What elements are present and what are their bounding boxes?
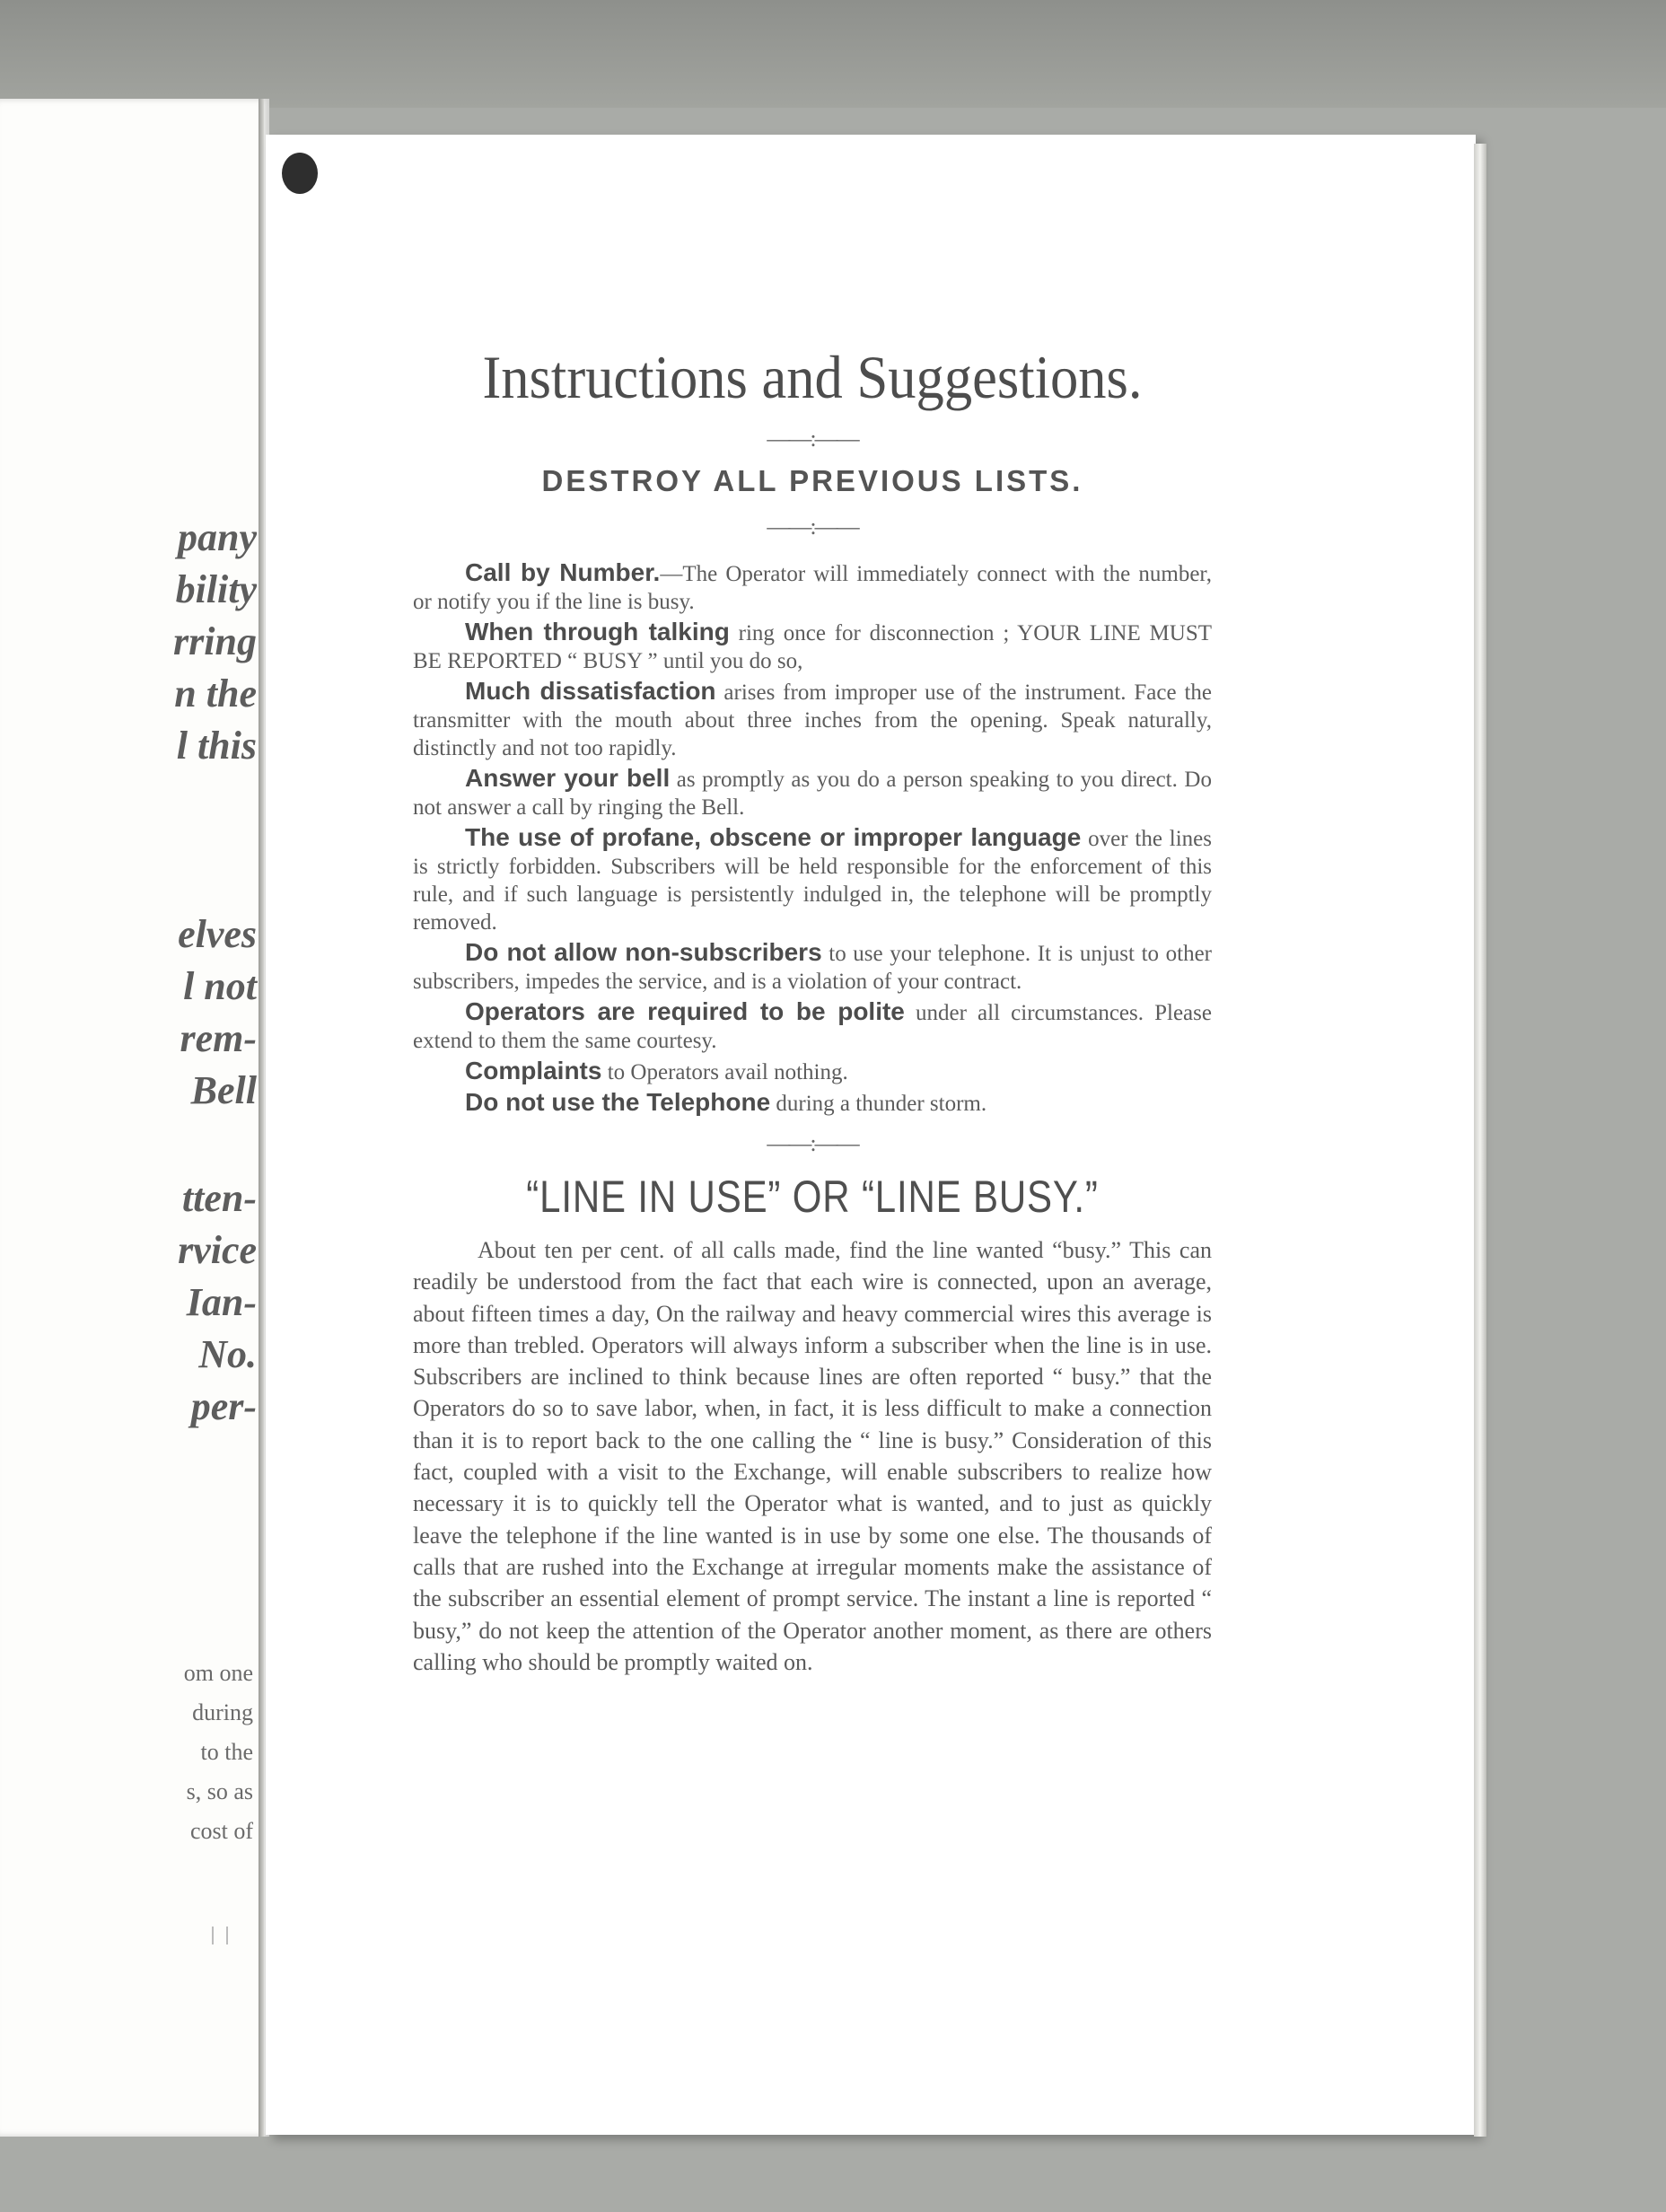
instruction-text: as promptly as you do a person speaking to you direct. Do not answer a call by ringing the Bell. — [413, 768, 1212, 820]
instruction-text: to Operators avail nothing. — [601, 1060, 848, 1084]
subtitle: DESTROY ALL PREVIOUS LISTS. — [541, 464, 1083, 497]
left-italic-fragment: l this — [176, 724, 257, 768]
section-heading: “LINE IN USE” OR “LINE BUSY.” — [526, 1172, 1099, 1222]
instruction-text: ring once for disconnection ; YOUR LINE MUST BE REPORTED “ BUSY ” until you do so, — [413, 621, 1212, 673]
left-plain-fragment: to the — [200, 1739, 253, 1765]
left-italic-fragment: rvice — [178, 1228, 257, 1272]
instruction-text: —The Operator will immediately connect with the number, or notify you if the line is busy. — [413, 562, 1213, 614]
ornamental-rule: ——:—— — [767, 1130, 858, 1156]
left-italic-fragment: bility — [175, 567, 257, 611]
instruction-paragraph — [413, 618, 1212, 675]
instruction-paragraph — [413, 997, 1212, 1055]
left-italic-fragment: No. — [198, 1332, 257, 1376]
left-plain-fragment: om one — [183, 1660, 253, 1686]
instruction-text: to use your telephone. It is unjust to other subscribers, impedes the service, and is a violation of your contract. — [413, 942, 1212, 994]
margin-mark — [212, 1927, 228, 1944]
body-paragraph: About ten per cent. of all calls made, find the line wanted “busy.” This can readily be understood from the fact that each wire is connected, upon an average, about fifteen times a day, On the railway and heavy commercial wires this average is more than trebled. Operators will always inform a subscriber when the line is in use. Subscribers are inclined to think because lines are often reported “ busy.” that the Operators do so to save labor, when, in fact, it is less difficult to make a connection than it is to report back to the one calling the “ line is busy.” Consideration of this fact, coupled with a visit to the Exchange, will enable subscribers to realize how necessary it is to quickly tell the Operator what is wanted, and to just as quickly leave the telephone if the line wanted is in use by some one else. The thousands of calls that are rushed into the Exchange at irregular moments make the assistance of the subscriber an essential element of prompt service. The instant a line is reported “ busy,” do not keep the attention of the Operator another moment, as there are others calling who should be promptly waited on. — [413, 1237, 1212, 1675]
instruction-lead: When through talking — [465, 618, 730, 645]
left-italic-fragment: Bell — [190, 1068, 257, 1112]
page-title: Instructions and Suggestions. — [482, 343, 1143, 411]
left-italic-fragment: pany — [178, 515, 257, 559]
instruction-paragraph — [413, 1088, 1212, 1118]
left-italic-fragment: tten- — [181, 1176, 257, 1220]
instruction-lead: Call by Number. — [465, 558, 661, 586]
instruction-text: arises from improper use of the instrument. Face the transmitter with the mouth about three inches from the opening. Speak naturally, distinctly and not too rapidly. — [413, 680, 1212, 760]
page-edge — [1474, 144, 1486, 2137]
left-italic-fragment: rring — [173, 619, 257, 663]
left-italic-fragment: per- — [190, 1384, 257, 1428]
ornamental-rule: ——:—— — [767, 514, 858, 540]
instruction-text: during a thunder storm. — [770, 1092, 987, 1116]
left-italic-fragment: rem- — [180, 1016, 257, 1060]
instruction-lead: Much dissatisfaction — [465, 677, 716, 705]
left-italic-fragment: l not — [183, 964, 257, 1008]
instruction-paragraph — [413, 558, 1212, 616]
left-italic-fragment: Ian- — [186, 1280, 257, 1324]
instruction-paragraph — [413, 764, 1212, 821]
left-page — [0, 99, 269, 2137]
left-plain-fragment: s, so as — [186, 1778, 253, 1804]
binding-fold — [259, 99, 264, 2137]
instruction-paragraph — [413, 677, 1212, 762]
instruction-text: under all circumstances. Please extend to them the same courtesy. — [413, 1001, 1212, 1053]
instruction-lead: Do not use the Telephone — [465, 1088, 771, 1116]
document-content — [413, 341, 1212, 1678]
instruction-lead: Answer your bell — [465, 764, 671, 792]
left-italic-fragment: elves — [178, 912, 257, 956]
instruction-paragraph — [413, 1057, 1212, 1086]
instruction-text: over the lines is strictly forbidden. Subscribers will be held responsible for the enforcement of this rule, and if such language is persistently indulged in, the telephone will be promptly removed. — [413, 827, 1212, 935]
ornamental-rule: ——:—— — [767, 426, 858, 452]
instruction-lead: The use of profane, obscene or improper language — [465, 823, 1082, 851]
instruction-paragraph — [413, 938, 1212, 996]
left-italic-fragment: n the — [174, 672, 257, 715]
instruction-paragraph — [413, 823, 1212, 936]
left-plain-fragment: during — [192, 1699, 253, 1725]
scanner-background — [0, 0, 1666, 108]
punch-hole — [282, 153, 318, 194]
instruction-lead: Complaints — [465, 1057, 602, 1084]
instructions-list — [413, 558, 1212, 1118]
instruction-lead: Do not allow non-subscribers — [465, 938, 822, 966]
left-plain-fragment: cost of — [189, 1818, 253, 1844]
instruction-lead: Operators are required to be polite — [465, 997, 905, 1025]
